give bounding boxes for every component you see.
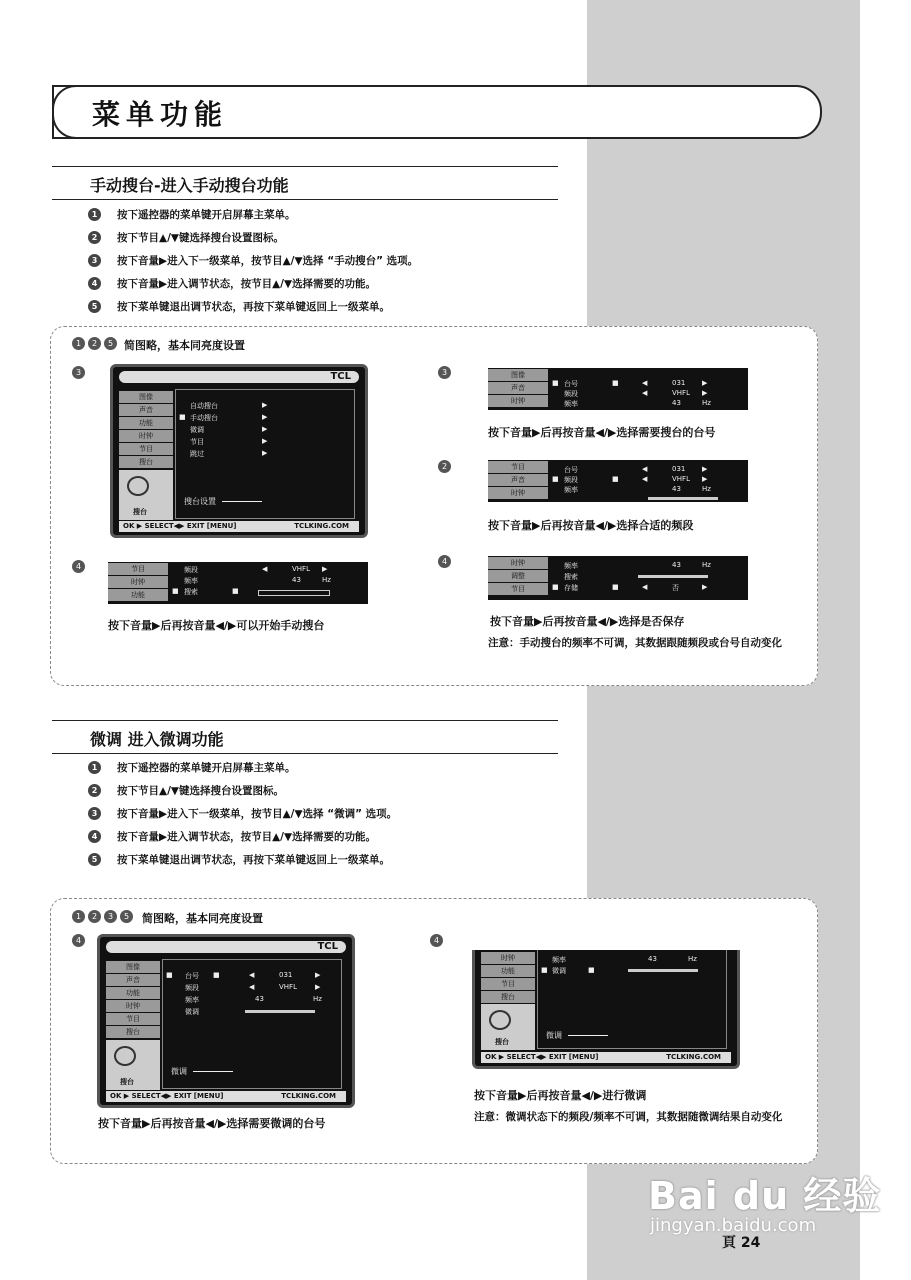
page-number: 頁 24 xyxy=(722,1235,761,1251)
step-item: 3 按下音量▶进入下一级菜单，按节目▲/▼选择 “手动搜台” 选项。 xyxy=(88,249,418,272)
tv-topbar: TCL xyxy=(119,371,359,383)
bullet-icon: 5 xyxy=(120,910,133,923)
option-row: ■ 存储 ■ ◀ 否 ▶ xyxy=(552,583,708,592)
tuning-icon: 搜台 xyxy=(119,470,173,520)
step-item: 4 按下音量▶进入调节状态，按节目▲/▼选择需要的功能。 xyxy=(88,272,418,295)
bullet-icon: 4 xyxy=(430,934,443,947)
menu-item: 节目 xyxy=(119,443,173,455)
step-item: 3 按下音量▶进入下一级菜单，按节目▲/▼选择 “微调” 选项。 xyxy=(88,802,397,825)
bullet-icon: 2 xyxy=(88,910,101,923)
caption: 按下音量▶后再按音量◀/▶进行微调 xyxy=(474,1089,647,1102)
step-item: 1 按下遥控器的菜单键开启屏幕主菜单。 xyxy=(88,756,397,779)
section1-heading-bar xyxy=(52,166,558,200)
step-item: 2 按下节目▲/▼键选择搜台设置图标。 xyxy=(88,226,418,249)
page-title: 菜单功能 xyxy=(92,98,229,131)
tv-side-menu: 图像 声音 功能 时钟 节目 搜台 xyxy=(106,961,160,1039)
step-item: 5 按下菜单键退出调节状态，再按下菜单键返回上一级菜单。 xyxy=(88,848,397,871)
tv-status-bar: OK ▶ SELECT◀▶ EXIT [MENU] TCLKING.COM xyxy=(481,1052,731,1063)
tv-strip-band xyxy=(488,460,748,502)
section2-heading-bar xyxy=(52,720,558,754)
option-row: 微调 ▶ xyxy=(190,425,268,434)
tv-hint: 微调 xyxy=(171,1066,233,1077)
tv-finetune-screen xyxy=(97,934,355,1108)
step-item: 4 按下音量▶进入调节状态，按节目▲/▼选择需要的功能。 xyxy=(88,825,397,848)
menu-item: 时钟 xyxy=(119,430,173,442)
tv-side-menu: 节目 时钟 功能 xyxy=(108,562,168,604)
option-row: 频段 ◀ VHFL ▶ xyxy=(184,565,328,574)
option-row: 节目 ▶ xyxy=(190,437,268,446)
tv-hint: 搜台设置 xyxy=(184,496,262,507)
box-heading: 简图略，基本同亮度设置 xyxy=(142,912,263,925)
menu-item: 图像 xyxy=(119,391,173,403)
baidu-watermark: Bai du 经验 xyxy=(648,1174,882,1218)
option-row: ■ 台号 ■ ◀ 031 ▶ xyxy=(166,971,321,980)
option-row: 搜索 xyxy=(564,573,578,581)
option-row: 频率 43 Hz xyxy=(552,955,697,964)
search-bar xyxy=(258,590,330,596)
tv-panel xyxy=(537,950,727,1049)
tv-strip-save xyxy=(488,556,748,600)
tv-menu-screen xyxy=(110,364,368,538)
option-row: 频率 43 Hz xyxy=(564,561,711,570)
level-bar xyxy=(628,969,698,972)
bullet-icon: 3 xyxy=(104,910,117,923)
bullet-icon: 4 xyxy=(88,830,101,843)
step-item: 5 按下菜单键退出调节状态，再按下菜单键返回上一级菜单。 xyxy=(88,295,418,318)
tv-strip-channel xyxy=(488,368,748,410)
option-row: 频率 43 Hz xyxy=(184,576,331,585)
bullet-icon: 4 xyxy=(72,934,85,947)
level-bar xyxy=(648,497,718,500)
bullet-icon: 2 xyxy=(88,337,101,350)
tv-topbar: TCL xyxy=(106,941,346,953)
level-bar xyxy=(245,1010,315,1013)
box-heading: 简图略，基本同亮度设置 xyxy=(124,339,245,352)
tv-side-menu: 节目 声音 时钟 xyxy=(488,460,548,502)
bullet-icon: 3 xyxy=(72,366,85,379)
bullet-icon: 3 xyxy=(88,807,101,820)
bullet-icon: 3 xyxy=(88,254,101,267)
bullet-icon: 4 xyxy=(88,277,101,290)
option-row: 跳过 ▶ xyxy=(190,449,268,458)
note: 注意：手动搜台的频率不可调，其数据跟随频段或台号自动变化 xyxy=(488,637,782,649)
option-row: ■ 搜索 ■ xyxy=(172,587,239,596)
section1-heading: 手动搜台-进入手动搜台功能 xyxy=(90,176,289,195)
option-row: ■ 频段 ■ ◀ VHFL ▶ xyxy=(552,475,708,484)
bullet-icon: 2 xyxy=(438,460,451,473)
caption: 按下音量▶后再按音量◀/▶选择合适的频段 xyxy=(488,519,694,532)
option-row: 频率 43 Hz xyxy=(564,399,711,408)
option-row: 频率 43 Hz xyxy=(185,995,322,1004)
menu-item: 声音 xyxy=(119,404,173,416)
step-item: 1 按下遥控器的菜单键开启屏幕主菜单。 xyxy=(88,203,418,226)
bullet-icon: 2 xyxy=(88,784,101,797)
menu-item: 功能 xyxy=(119,417,173,429)
bullet-icon: 2 xyxy=(88,231,101,244)
bullet-icon: 4 xyxy=(438,555,451,568)
caption: 按下音量▶后再按音量◀/▶可以开始手动搜台 xyxy=(108,619,325,632)
section2-steps xyxy=(88,756,397,871)
caption: 按下音量▶后再按音量◀/▶选择是否保存 xyxy=(490,615,685,628)
tv-side-menu: 时钟 功能 节目 搜台 xyxy=(481,952,535,1004)
option-row: 频率 43 Hz xyxy=(564,485,711,494)
menu-item: 搜台 xyxy=(119,456,173,468)
tv-hint: 微调 xyxy=(546,1030,608,1041)
section1-steps xyxy=(88,203,418,318)
bullet-icon: 1 xyxy=(72,337,85,350)
baidu-watermark-url: jingyan.baidu.com xyxy=(650,1215,817,1236)
step-item: 2 按下节目▲/▼键选择搜台设置图标。 xyxy=(88,779,397,802)
bullet-icon: 5 xyxy=(104,337,117,350)
level-bar xyxy=(638,575,708,578)
bullet-icon: 5 xyxy=(88,300,101,313)
tv-panel xyxy=(162,959,342,1089)
bullet-icon: 1 xyxy=(72,910,85,923)
tv-status-bar: OK ▶ SELECT◀▶ EXIT [MENU] TCLKING.COM xyxy=(119,521,359,532)
bullet-icon: 5 xyxy=(88,853,101,866)
option-row: ■ 微调 ■ xyxy=(541,966,595,975)
bullet-icon: 1 xyxy=(88,208,101,221)
option-row: 微调 xyxy=(185,1008,199,1016)
tuning-icon: 搜台 xyxy=(106,1040,160,1090)
caption: 按下音量▶后再按音量◀/▶选择需要微调的台号 xyxy=(98,1117,326,1130)
option-row: 频段 ◀ VHFL ▶ xyxy=(564,389,708,398)
option-row: 台号 ◀ 031 ▶ xyxy=(564,465,708,474)
option-row: 自动搜台 ▶ xyxy=(190,401,268,410)
tv-panel xyxy=(175,389,355,519)
bullet-icon: 1 xyxy=(88,761,101,774)
tv-side-menu: 图像 声音 时钟 xyxy=(488,368,548,410)
section2-heading: 微调 进入微调功能 xyxy=(90,730,224,749)
option-row: ■ 台号 ■ ◀ 031 ▶ xyxy=(552,379,708,388)
tv-finetune-adjust-screen xyxy=(472,950,740,1069)
bullet-icon: 3 xyxy=(438,366,451,379)
tv-status-bar: OK ▶ SELECT◀▶ EXIT [MENU] TCLKING.COM xyxy=(106,1091,346,1102)
caption: 按下音量▶后再按音量◀/▶选择需要搜台的台号 xyxy=(488,426,716,439)
option-row: ■ 手动搜台 ▶ xyxy=(179,413,268,422)
tv-side-menu: 时钟 调整 节目 xyxy=(488,556,548,600)
bullet-icon: 4 xyxy=(72,560,85,573)
tuning-icon: 搜台 xyxy=(481,1004,535,1050)
tv-side-menu xyxy=(119,391,173,469)
tv-strip-search xyxy=(108,562,368,604)
option-row: 频段 ◀ VHFL ▶ xyxy=(185,983,321,992)
note: 注意：微调状态下的频段/频率不可调，其数据随微调结果自动变化 xyxy=(474,1111,783,1123)
